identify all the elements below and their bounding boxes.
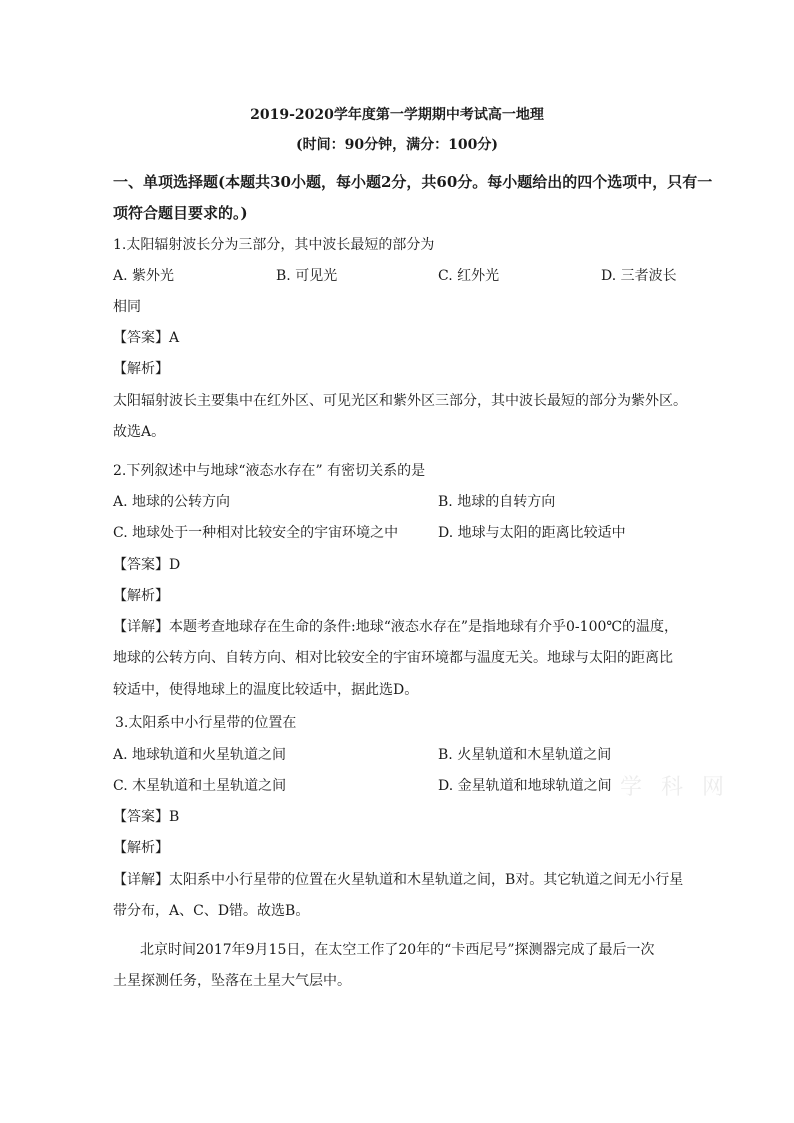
- passage-line-2: 土星探测任务，坠落在土星大气层中。: [113, 973, 351, 989]
- question-3-option-d: D. 金星轨道和地球轨道之间: [438, 778, 612, 794]
- question-2-option-b: B. 地球的自转方向: [438, 494, 556, 510]
- watermark: 学 科 网: [620, 775, 730, 800]
- question-1-option-c: C. 红外光: [438, 268, 500, 284]
- question-2-detail-line-3: 较适中，使得地球上的温度比较适中，据此选D。: [113, 682, 419, 698]
- question-2-option-d: D. 地球与太阳的距离比较适中: [438, 525, 626, 541]
- question-1-analysis-line-2: 故选A。: [113, 424, 166, 440]
- question-3-option-c: C. 木星轨道和土星轨道之间: [113, 778, 287, 794]
- question-1-answer: 【答案】A: [113, 330, 180, 346]
- question-1-analysis-line-1: 太阳辐射波长主要集中在红外区、可见光区和紫外区三部分，其中波长最短的部分为紫外区。: [113, 393, 687, 409]
- question-3-option-b: B. 火星轨道和木星轨道之间: [438, 747, 612, 763]
- question-2-stem: 2.下列叙述中与地球“液态水存在” 有密切关系的是: [113, 463, 426, 479]
- question-2-answer: 【答案】D: [113, 557, 181, 573]
- question-3-answer: 【答案】B: [113, 809, 180, 825]
- question-3-detail-line-1: 【详解】太阳系中小行星带的位置在火星轨道和木星轨道之间，B对。其它轨道之间无小行星: [113, 872, 684, 888]
- question-3-option-a: A. 地球轨道和火星轨道之间: [113, 747, 287, 763]
- question-2-option-c: C. 地球处于一种相对比较安全的宇宙环境之中: [113, 525, 399, 541]
- page-subtitle: (时间：90分钟，满分：100分): [296, 137, 498, 153]
- section-heading-line-2: 项符合题目要求的。): [113, 204, 248, 222]
- question-1-option-b: B. 可见光: [276, 268, 338, 284]
- question-2-analysis-label: 【解析】: [113, 588, 169, 604]
- question-1-option-a: A. 紫外光: [113, 268, 175, 284]
- question-3-analysis-label: 【解析】: [113, 840, 169, 856]
- question-1-option-d-continued: 相同: [113, 299, 141, 315]
- question-1-option-d: D. 三者波长: [601, 268, 677, 284]
- question-2-detail-line-2: 地球的公转方向、自转方向、相对比较安全的宇宙环境都与温度无关。地球与太阳的距离比: [113, 650, 673, 666]
- question-3-detail-line-2: 带分布，A、C、D错。故选B。: [113, 903, 310, 919]
- question-3-stem: 3.太阳系中小行星带的位置在: [115, 715, 297, 731]
- page-title: 2019-2020学年度第一学期期中考试高一地理: [250, 107, 544, 123]
- question-2-option-a: A. 地球的公转方向: [113, 494, 231, 510]
- section-heading-line-1: 一、单项选择题(本题共30小题，每小题2分，共60分。每小题给出的四个选项中，只有一: [113, 173, 713, 191]
- question-1-stem: 1.太阳辐射波长分为三部分，其中波长最短的部分为: [113, 237, 435, 253]
- question-2-detail-line-1: 【详解】本题考查地球存在生命的条件:地球“液态水存在”是指地球有介乎0-100℃的温度，: [113, 619, 679, 635]
- passage-line-1: 北京时间2017年9月15日，在太空工作了20年的“卡西尼号”探测器完成了最后一次: [140, 942, 655, 958]
- question-1-analysis-label: 【解析】: [113, 361, 169, 377]
